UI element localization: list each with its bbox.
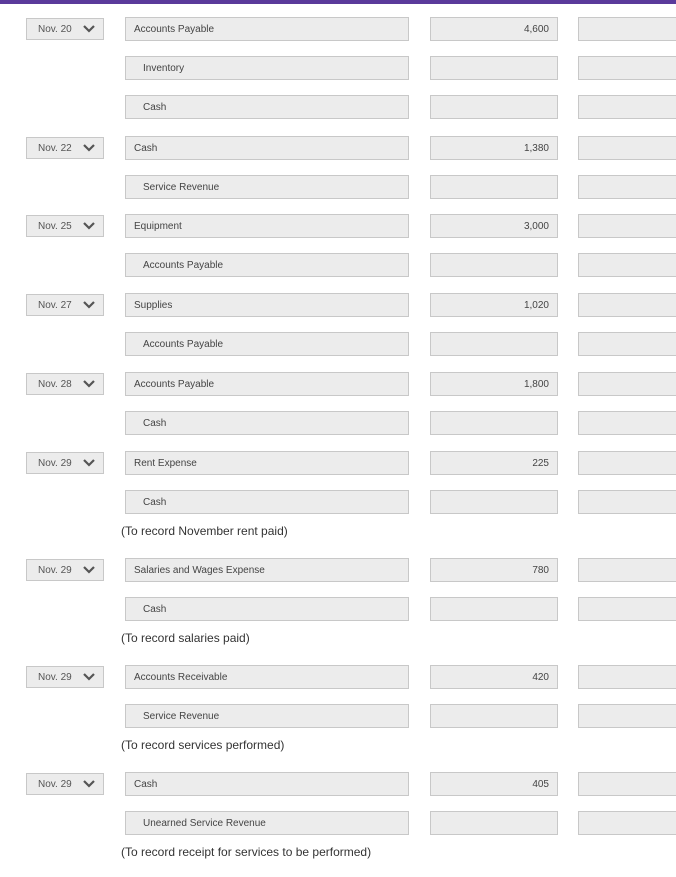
- debit-amount-field[interactable]: [430, 17, 558, 41]
- journal-row-debit: [0, 772, 676, 798]
- debit-amount-field[interactable]: [430, 558, 558, 582]
- chevron-down-icon: [82, 378, 96, 390]
- credit-account-field[interactable]: [125, 704, 409, 728]
- credit-account-field[interactable]: [125, 490, 409, 514]
- credit-account-value: Unearned Service Revenue: [143, 818, 266, 829]
- date-select[interactable]: [26, 294, 104, 316]
- credit-account-value: Cash: [143, 604, 167, 615]
- debit-amount-field[interactable]: [430, 411, 558, 435]
- credit-amount-field[interactable]: [578, 811, 676, 835]
- date-value: Nov. 20: [38, 24, 72, 35]
- journal-row-credit: [0, 597, 676, 623]
- debit-account-field[interactable]: [125, 17, 409, 41]
- debit-amount-field[interactable]: [430, 704, 558, 728]
- date-select[interactable]: [26, 215, 104, 237]
- debit-account-value: Supplies: [134, 300, 173, 311]
- debit-amount-value: 405: [532, 779, 549, 790]
- credit-account-field[interactable]: [125, 95, 409, 119]
- debit-amount-field[interactable]: [430, 95, 558, 119]
- chevron-down-icon: [82, 778, 96, 790]
- journal-row-credit: [0, 253, 676, 279]
- date-value: Nov. 29: [38, 458, 72, 469]
- journal-row-debit: [0, 214, 676, 240]
- debit-amount-value: 3,000: [523, 221, 549, 232]
- chevron-down-icon: [82, 564, 96, 576]
- credit-amount-field[interactable]: [578, 17, 676, 41]
- debit-amount-field[interactable]: [430, 597, 558, 621]
- entry-explanation: (To record receipt for services to be performed): [121, 845, 372, 859]
- chevron-down-icon: [82, 220, 96, 232]
- credit-account-value: Service Revenue: [143, 711, 220, 722]
- date-value: Nov. 29: [38, 779, 72, 790]
- credit-amount-field[interactable]: [578, 175, 676, 199]
- debit-amount-value: 1,800: [523, 379, 549, 390]
- debit-account-value: Cash: [134, 143, 158, 154]
- debit-account-field[interactable]: [125, 136, 409, 160]
- date-select[interactable]: [26, 666, 104, 688]
- credit-account-field[interactable]: [125, 597, 409, 621]
- credit-amount-field[interactable]: [578, 558, 676, 582]
- credit-account-field[interactable]: [125, 332, 409, 356]
- credit-amount-field[interactable]: [578, 293, 676, 317]
- entry-explanation: (To record November rent paid): [121, 524, 288, 538]
- date-select[interactable]: [26, 452, 104, 474]
- chevron-down-icon: [82, 142, 96, 154]
- debit-account-value: Cash: [134, 779, 158, 790]
- debit-account-field[interactable]: [125, 772, 409, 796]
- credit-account-field[interactable]: [125, 175, 409, 199]
- chevron-down-icon: [82, 23, 96, 35]
- credit-account-field[interactable]: [125, 253, 409, 277]
- debit-account-value: Accounts Payable: [134, 24, 215, 35]
- debit-amount-field[interactable]: [430, 332, 558, 356]
- chevron-down-icon: [82, 299, 96, 311]
- entry-explanation: (To record services performed): [121, 738, 285, 752]
- debit-amount-value: 780: [532, 565, 549, 576]
- journal-row-credit: [0, 175, 676, 201]
- date-value: Nov. 29: [38, 565, 72, 576]
- debit-amount-field[interactable]: [430, 214, 558, 238]
- credit-amount-field[interactable]: [578, 253, 676, 277]
- credit-amount-field[interactable]: [578, 597, 676, 621]
- journal-row-credit: [0, 56, 676, 82]
- credit-amount-field[interactable]: [578, 95, 676, 119]
- journal-row-debit: [0, 372, 676, 398]
- debit-account-field[interactable]: [125, 451, 409, 475]
- date-value: Nov. 22: [38, 143, 72, 154]
- credit-account-field[interactable]: [125, 56, 409, 80]
- date-value: Nov. 29: [38, 672, 72, 683]
- debit-amount-field[interactable]: [430, 175, 558, 199]
- debit-amount-field[interactable]: [430, 772, 558, 796]
- debit-amount-value: 1,380: [523, 143, 549, 154]
- journal-row-debit: [0, 451, 676, 477]
- debit-amount-field[interactable]: [430, 136, 558, 160]
- credit-account-value: Inventory: [143, 63, 185, 74]
- journal-row-debit: [0, 136, 676, 162]
- credit-account-value: Cash: [143, 497, 167, 508]
- credit-account-value: Cash: [143, 418, 167, 429]
- journal-row-credit: [0, 95, 676, 121]
- debit-amount-field[interactable]: [430, 372, 558, 396]
- credit-amount-field[interactable]: [578, 451, 676, 475]
- debit-amount-value: 225: [532, 458, 549, 469]
- debit-amount-field[interactable]: [430, 451, 558, 475]
- debit-account-value: Rent Expense: [134, 458, 197, 469]
- chevron-down-icon: [82, 671, 96, 683]
- credit-amount-field[interactable]: [578, 772, 676, 796]
- journal-row-debit: [0, 665, 676, 691]
- journal-row-credit: [0, 811, 676, 837]
- date-select[interactable]: [26, 559, 104, 581]
- debit-amount-field[interactable]: [430, 56, 558, 80]
- date-value: Nov. 25: [38, 221, 72, 232]
- entry-explanation: (To record salaries paid): [121, 631, 250, 645]
- credit-amount-field[interactable]: [578, 490, 676, 514]
- debit-account-field[interactable]: [125, 214, 409, 238]
- date-value: Nov. 28: [38, 379, 72, 390]
- credit-account-field[interactable]: [125, 811, 409, 835]
- credit-account-field[interactable]: [125, 411, 409, 435]
- date-select[interactable]: [26, 373, 104, 395]
- credit-amount-field[interactable]: [578, 214, 676, 238]
- journal-row-credit: [0, 490, 676, 516]
- journal-row-credit: [0, 332, 676, 358]
- credit-amount-field[interactable]: [578, 56, 676, 80]
- debit-account-value: Salaries and Wages Expense: [134, 565, 265, 576]
- debit-amount-value: 1,020: [523, 300, 549, 311]
- debit-amount-field[interactable]: [430, 665, 558, 689]
- credit-account-value: Service Revenue: [143, 182, 220, 193]
- credit-amount-field[interactable]: [578, 332, 676, 356]
- chevron-down-icon: [82, 457, 96, 469]
- debit-account-field[interactable]: [125, 558, 409, 582]
- credit-account-value: Cash: [143, 102, 167, 113]
- credit-amount-field[interactable]: [578, 372, 676, 396]
- journal-row-debit: [0, 17, 676, 43]
- date-value: Nov. 27: [38, 300, 72, 311]
- date-select[interactable]: [26, 18, 104, 40]
- date-select[interactable]: [26, 137, 104, 159]
- journal-row-credit: [0, 411, 676, 437]
- credit-amount-field[interactable]: [578, 136, 676, 160]
- credit-account-value: Accounts Payable: [143, 260, 224, 271]
- debit-account-field[interactable]: [125, 293, 409, 317]
- journal-row-credit: [0, 704, 676, 730]
- credit-amount-field[interactable]: [578, 665, 676, 689]
- debit-amount-field[interactable]: [430, 253, 558, 277]
- debit-amount-field[interactable]: [430, 490, 558, 514]
- credit-account-value: Accounts Payable: [143, 339, 224, 350]
- debit-account-value: Equipment: [134, 221, 182, 232]
- debit-account-value: Accounts Payable: [134, 379, 215, 390]
- debit-amount-value: 420: [532, 672, 549, 683]
- debit-account-field[interactable]: [125, 665, 409, 689]
- debit-amount-field[interactable]: [430, 293, 558, 317]
- debit-amount-value: 4,600: [523, 24, 549, 35]
- debit-account-value: Accounts Receivable: [134, 672, 228, 683]
- credit-amount-field[interactable]: [578, 411, 676, 435]
- journal-row-debit: [0, 293, 676, 319]
- debit-account-field[interactable]: [125, 372, 409, 396]
- journal-row-debit: [0, 558, 676, 584]
- date-select[interactable]: [26, 773, 104, 795]
- debit-amount-field[interactable]: [430, 811, 558, 835]
- credit-amount-field[interactable]: [578, 704, 676, 728]
